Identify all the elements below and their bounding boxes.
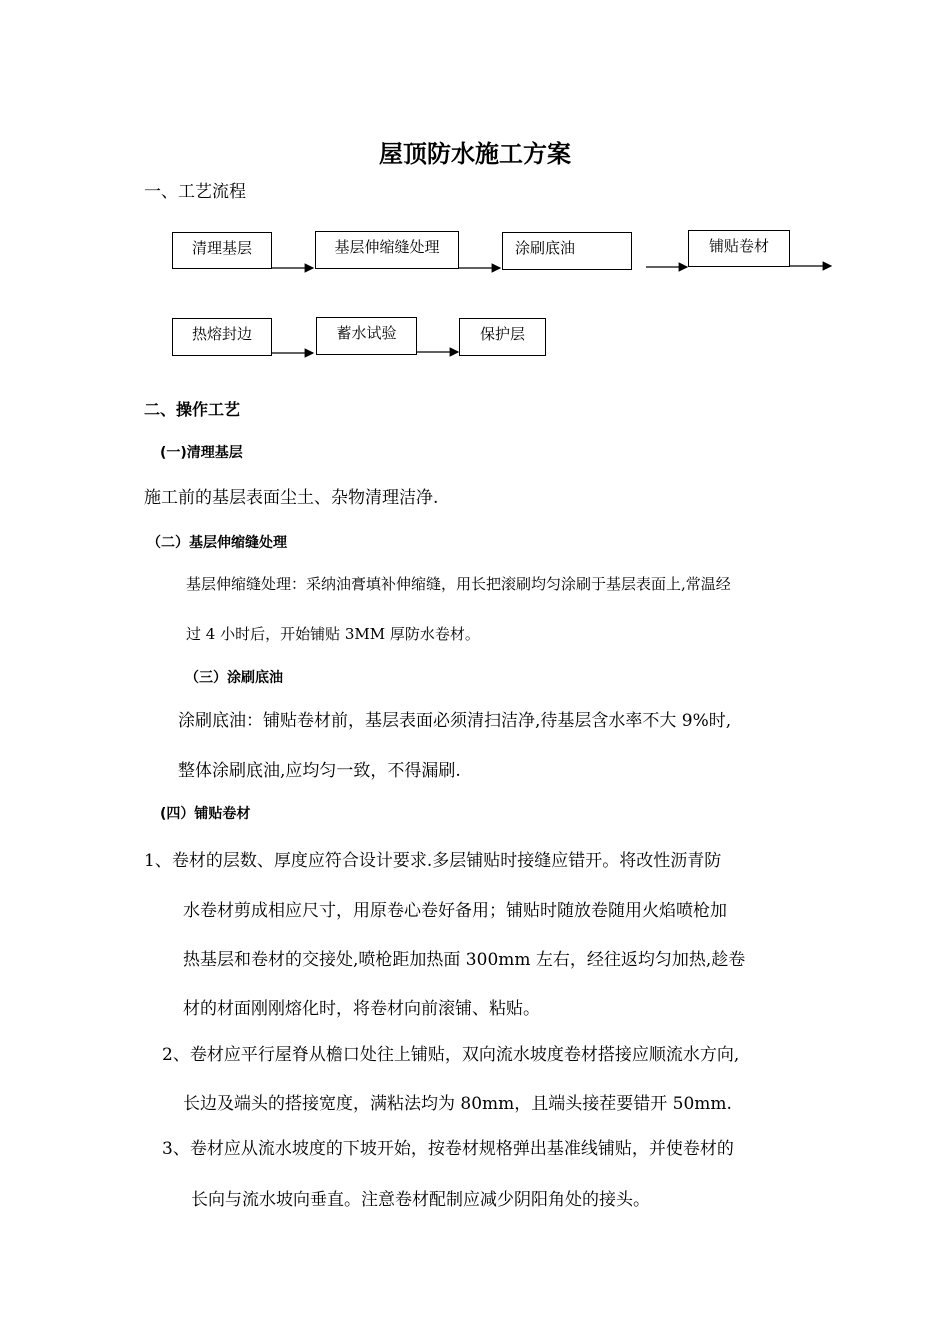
subsection-text-2-line-1: 基层伸缩缝处理：采纳油膏填补伸缩缝，用长把滚刷均匀涂刷于基层表面上,常温经 bbox=[186, 575, 731, 593]
section-heading-operations: 二、操作工艺 bbox=[144, 400, 241, 419]
subsection-heading-3: （三）涂刷底油 bbox=[185, 670, 283, 686]
subsection-heading-4: (四）铺贴卷材 bbox=[160, 806, 251, 822]
item-2-line-1: 2、卷材应平行屋脊从檐口处往上铺贴，双向流水坡度卷材搭接应顺流水方向, bbox=[162, 1045, 740, 1065]
flow-step-lay-membrane: 铺贴卷材 bbox=[688, 230, 790, 267]
item-1-line-3: 热基层和卷材的交接处,喷枪距加热面 300mm 左右，经往返均匀加热,趁卷 bbox=[183, 950, 746, 970]
flow-step-heat-seal: 热熔封边 bbox=[172, 318, 272, 356]
subsection-text-2-line-2: 过 4 小时后，开始铺贴 3MM 厚防水卷材。 bbox=[186, 625, 480, 643]
flow-step-joint-treatment: 基层伸缩缝处理 bbox=[315, 231, 459, 269]
flow-step-protective-layer: 保护层 bbox=[459, 318, 546, 356]
flow-step-primer: 涂刷底油 bbox=[502, 232, 632, 270]
flow-step-water-test: 蓄水试验 bbox=[316, 317, 417, 355]
subsection-text-1: 施工前的基层表面尘土、杂物清理洁净. bbox=[144, 488, 439, 508]
subsection-heading-2: （二）基层伸缩缝处理 bbox=[147, 535, 287, 551]
page-title: 屋顶防水施工方案 bbox=[379, 139, 571, 168]
item-2-line-2: 长边及端头的搭接宽度，满粘法均为 80mm，且端头接茬要错开 50mm. bbox=[183, 1094, 732, 1114]
item-1-line-4: 材的材面刚刚熔化时，将卷材向前滚铺、粘贴。 bbox=[183, 999, 540, 1019]
item-3-line-1: 3、卷材应从流水坡度的下坡开始，按卷材规格弹出基准线铺贴，并使卷材的 bbox=[162, 1139, 734, 1159]
subsection-heading-1: (一)清理基层 bbox=[160, 445, 243, 461]
subsection-text-3-line-1: 涂刷底油：铺贴卷材前，基层表面必须清扫洁净,待基层含水率不大 9%时, bbox=[178, 711, 732, 731]
item-3-line-2: 长向与流水坡向垂直。注意卷材配制应减少阴阳角处的接头。 bbox=[191, 1190, 650, 1210]
item-1-line-1: 1、卷材的层数、厚度应符合设计要求.多层铺贴时接缝应错开。将改性沥青防 bbox=[144, 851, 722, 871]
section-heading-process: 一、工艺流程 bbox=[144, 182, 246, 202]
flow-step-clean-base: 清理基层 bbox=[172, 232, 272, 269]
subsection-text-3-line-2: 整体涂刷底油,应均匀一致，不得漏刷. bbox=[178, 761, 461, 781]
item-1-line-2: 水卷材剪成相应尺寸，用原卷心卷好备用；铺贴时随放卷随用火焰喷枪加 bbox=[183, 901, 727, 921]
